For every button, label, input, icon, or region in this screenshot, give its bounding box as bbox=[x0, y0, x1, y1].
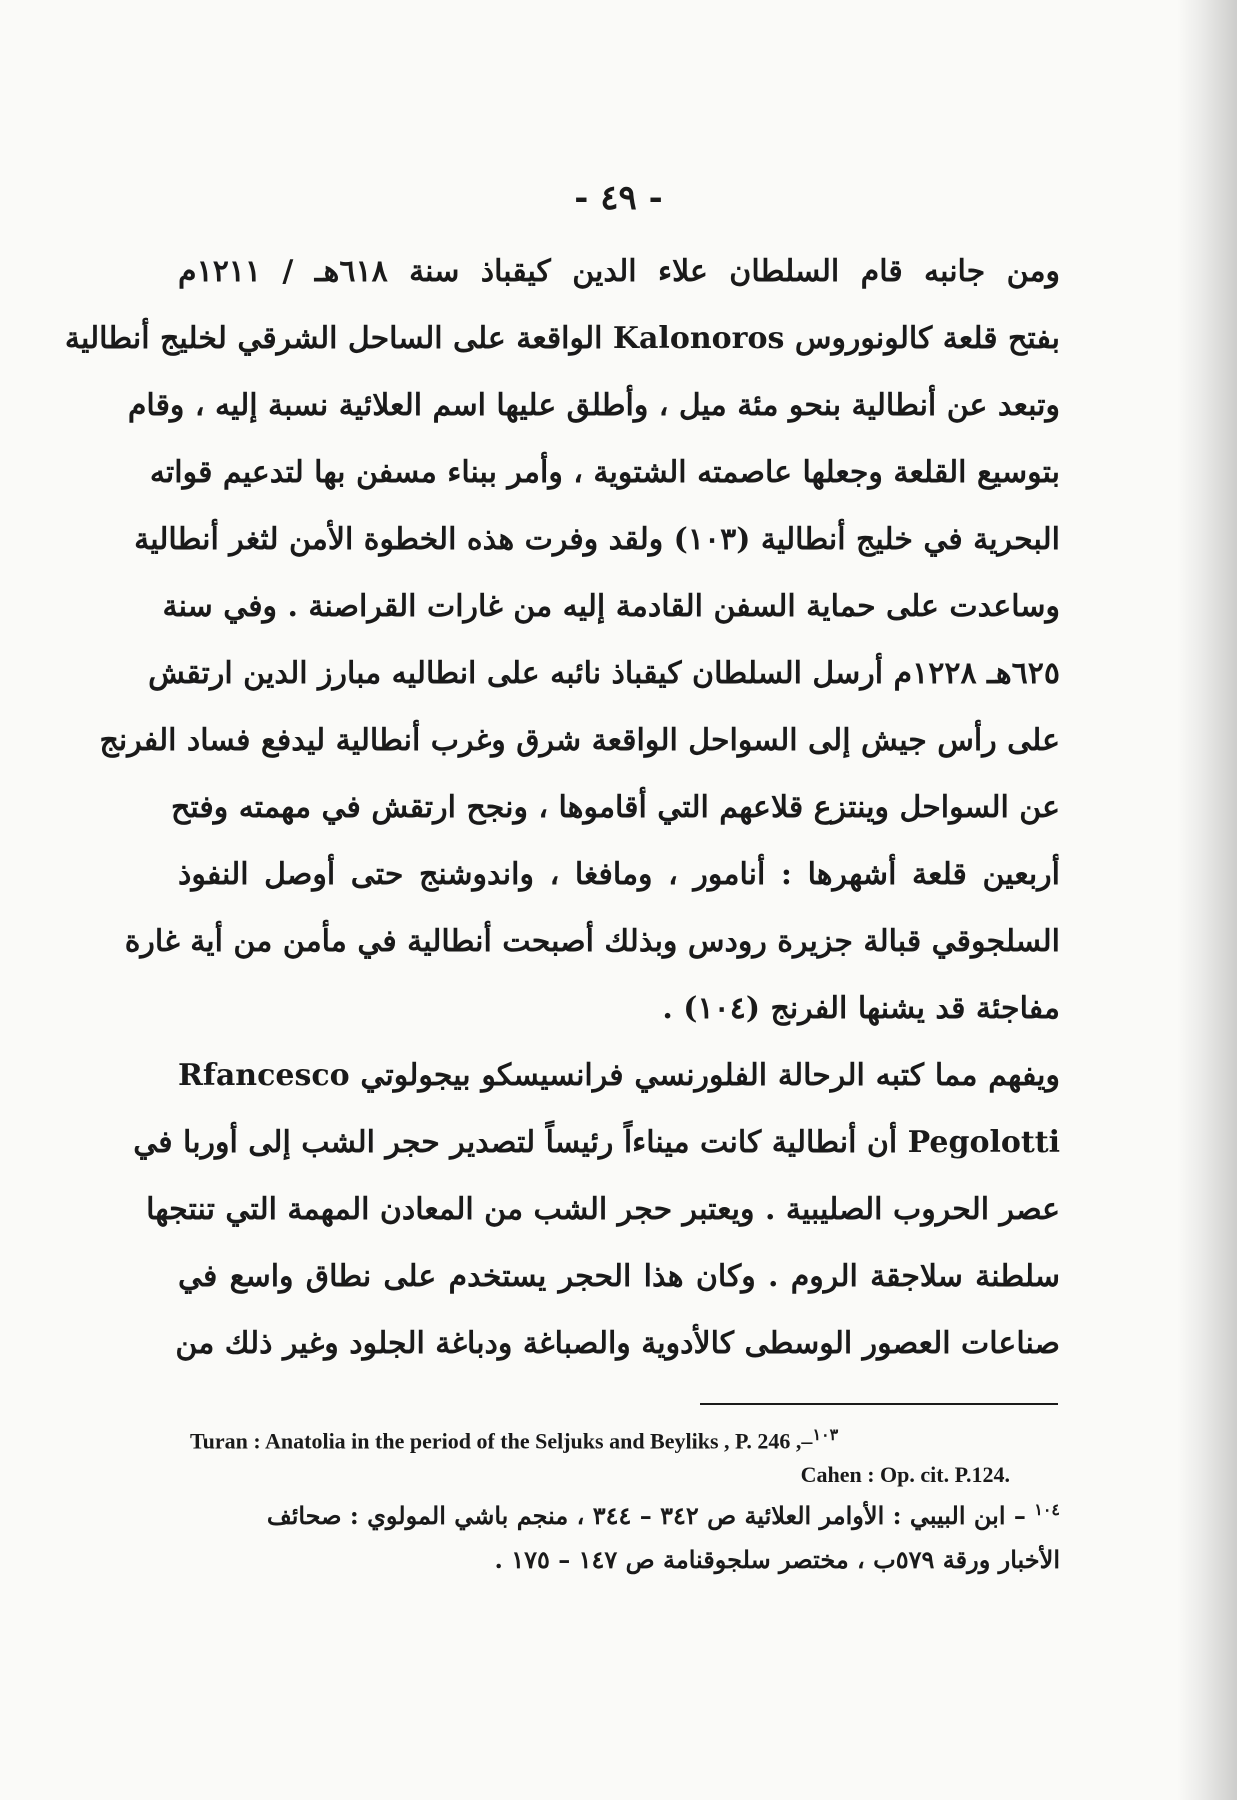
body-line-paragraph-end: مفاجئة قد يشنها الفرنج (١٠٤) . bbox=[662, 991, 1060, 1026]
footnote-103-mark: ١٠٣ bbox=[812, 1427, 839, 1444]
body-line: Pegolotti أن أنطالية كانت ميناءاً رئيساً لتصدير حجر الشب إلى أوربا في bbox=[133, 1125, 1060, 1160]
footnote-103 bbox=[190, 1425, 1060, 1454]
body-line: صناعات العصور الوسطى كالأدوية والصباغة ودباغة الجلود وغير ذلك من bbox=[175, 1326, 1060, 1361]
body-line: بفتح قلعة كالونوروس Kalonoros الواقعة على الساحل الشرقي لخليج أنطالية bbox=[64, 321, 1060, 356]
footnote-divider bbox=[700, 1403, 1058, 1405]
body-line: ومن جانبه قام السلطان علاء الدين كيقباذ سنة ٦١٨هـ / ١٢١١م bbox=[178, 254, 1060, 289]
body-line: وساعدت على حماية السفن القادمة إليه من غارات القراصنة . وفي سنة bbox=[162, 589, 1060, 624]
footnote-103-continuation: Cahen : Op. cit. P.124. bbox=[800, 1462, 1010, 1487]
body-line: أربعين قلعة أشهرها : أنامور ، ومافغا ، واندوشنج حتى أوصل النفوذ bbox=[178, 857, 1060, 892]
page-number: - ٤٩ - bbox=[574, 178, 663, 218]
body-line: بتوسيع القلعة وجعلها عاصمته الشتوية ، وأمر ببناء مسفن بها لتدعيم قواته bbox=[149, 455, 1060, 490]
body-line: سلطنة سلاجقة الروم . وكان هذا الحجر يستخدم على نطاق واسع في bbox=[178, 1259, 1060, 1294]
body-line: وتبعد عن أنطالية بنحو مئة ميل ، وأطلق عليها اسم العلائية نسبة إليه ، وقام bbox=[127, 388, 1060, 423]
scan-edge-shadow bbox=[1177, 0, 1237, 1800]
body-line: ٦٢٥هـ ١٢٢٨م أرسل السلطان كيقباذ نائبه على انطاليه مبارز الدين ارتقش bbox=[148, 656, 1060, 691]
body-line: عصر الحروب الصليبية . ويعتبر حجر الشب من المعادن المهمة التي تنتجها bbox=[146, 1192, 1060, 1227]
body-line: على رأس جيش إلى السواحل الواقعة شرق وغرب أنطالية ليدفع فساد الفرنج bbox=[99, 723, 1060, 758]
body-line: البحرية في خليج أنطالية (١٠٣) ولقد وفرت هذه الخطوة الأمن لثغر أنطالية bbox=[134, 522, 1060, 557]
body-line: عن السواحل وينتزع قلاعهم التي أقاموها ، ونجح ارتقش في مهمته وفتح bbox=[171, 790, 1060, 825]
footnote-103-text: Turan : Anatolia in the period of the Seljuks and Beyliks , P. 246 ,– bbox=[190, 1428, 813, 1454]
footnote-104-mark: ١٠٤ bbox=[1034, 1500, 1060, 1519]
footnote-104-text: – ابن البيبي : الأوامر العلائية ص ٣٤٢ – ٣٤٤ ، منجم باشي المولوي : صحائف bbox=[266, 1501, 1026, 1530]
body-text bbox=[64, 238, 1061, 1377]
body-line: السلجوقي قبالة جزيرة رودس وبذلك أصبحت أنطالية في مأمن من أية غارة bbox=[124, 924, 1060, 959]
footnote-104-continuation: الأخبار ورقة ٥٧٩ب ، مختصر سلجوقنامة ص ١٤٧ – ١٧٥ . bbox=[494, 1545, 1060, 1574]
body-line: ويفهم مما كتبه الرحالة الفلورنسي فرانسيسكو بيجولوتي Rfancesco bbox=[178, 1058, 1061, 1093]
footnote-104 bbox=[178, 1500, 1060, 1530]
